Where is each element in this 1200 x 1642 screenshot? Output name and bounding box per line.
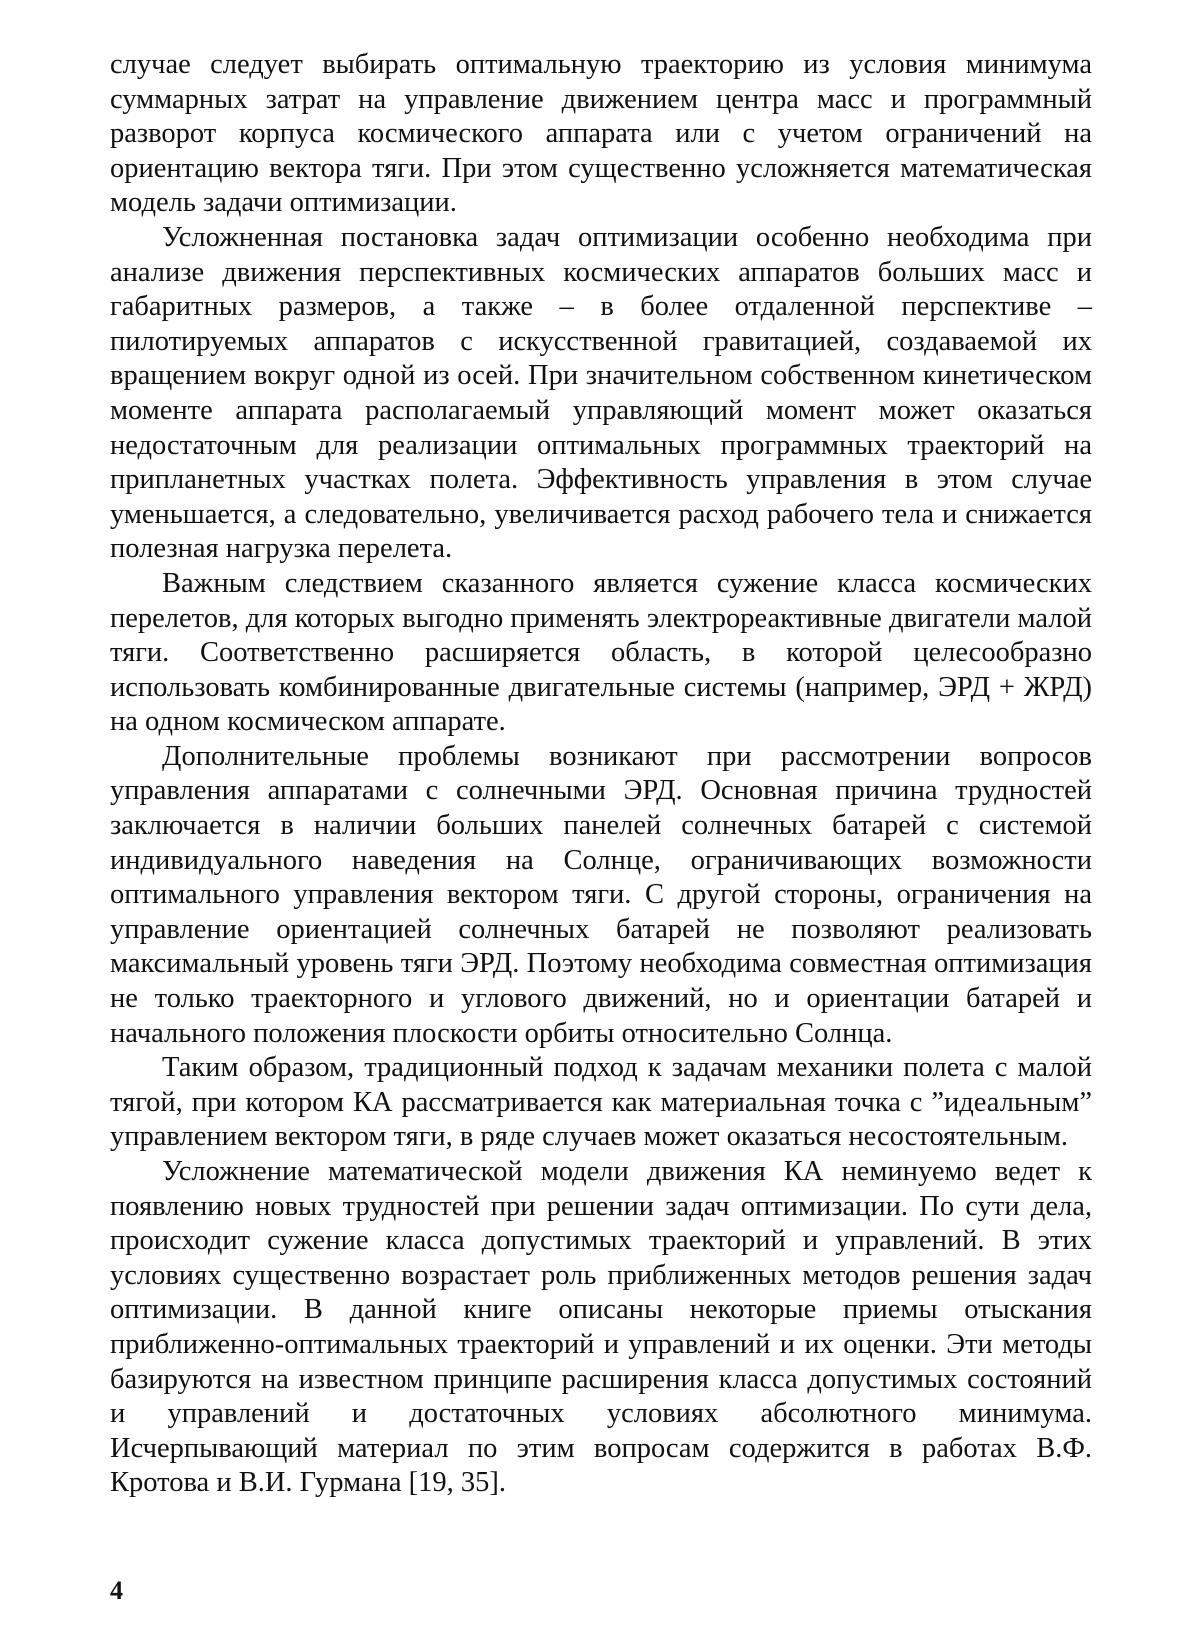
paragraph-4: Дополнительные проблемы возникают при рассмотрении вопросов управления аппаратами с солнечными ЭРД. Основная причина трудностей заключается в наличии больших панелей солнечных батарей с системой индивидуального наведения на Солнце, ограничивающих возможности оптимального управления вектором тяги. С другой стороны, ограничения на управление ориентацией солнечных батарей не позволяют реализовать максимальный уровень тяги ЭРД. Поэтому необходима совместная оптимизация не только траекторного и углового движений, но и ориентации батарей и начального положения плоскости орбиты относительно Солнца. bbox=[110, 740, 1092, 1049]
paragraph-2: Усложненная постановка задач оптимизации особенно необходима при анализе движения перспективных космических аппаратов больших масс и габаритных размеров, а также – в более отдаленной перспективе – пилотируемых аппаратов с искусственной гравитацией, создаваемой их вращением вокруг одной из осей. При значительном собственном кинетическом моменте аппарата располагаемый управляющий момент может оказаться недостаточным для реализации оптимальных программных траекторий на припланетных участках полета. Эффективность управления в этом случае уменьшается, а следовательно, увеличивается расход рабочего тела и снижается полезная нагрузка перелета. bbox=[110, 221, 1092, 565]
paragraph-1: случае следует выбирать оптимальную траекторию из условия минимума суммарных затрат на управление движением центра масс и программный разворот корпуса космического аппарата или с учетом ограничений на ориентацию вектора тяги. При этом существенно усложняется математическая модель задачи оптимизации. bbox=[110, 49, 1092, 219]
page-number: 4 bbox=[110, 1576, 123, 1605]
page-body bbox=[110, 48, 1092, 1501]
paragraph-3: Важным следствием сказанного является сужение класса космических перелетов, для которых выгодно применять электрореактивные двигатели малой тяги. Соответственно расширяется область, в которой целесообразно использовать комбинированные двигательные системы (например, ЭРД + ЖРД) на одном космическом аппарате. bbox=[110, 567, 1092, 738]
paragraph-6: Усложнение математической модели движения КА неминуемо ведет к появлению новых трудностей при решении задач оптимизации. По сути дела, происходит сужение класса допустимых траекторий и управлений. В этих условиях существенно возрастает роль приближенных методов решения задач оптимизации. В данной книге описаны некоторые приемы отыскания приближенно-оптимальных траекторий и управлений и их оценки. Эти методы базируются на известном принципе расширения класса допустимых состояний и управлений и достаточных условиях абсолютного минимума. Исчерпывающий материал по этим вопросам содержится в работах В.Ф. Кротова и В.И. Гурмана [19, 35]. bbox=[110, 1156, 1092, 1499]
paragraph-5: Таким образом, традиционный подход к задачам механики полета с малой тягой, при котором КА рассматривается как материальная точка с ”идеальным” управлением вектором тяги, в ряде случаев может оказаться несостоятельным. bbox=[110, 1052, 1092, 1153]
